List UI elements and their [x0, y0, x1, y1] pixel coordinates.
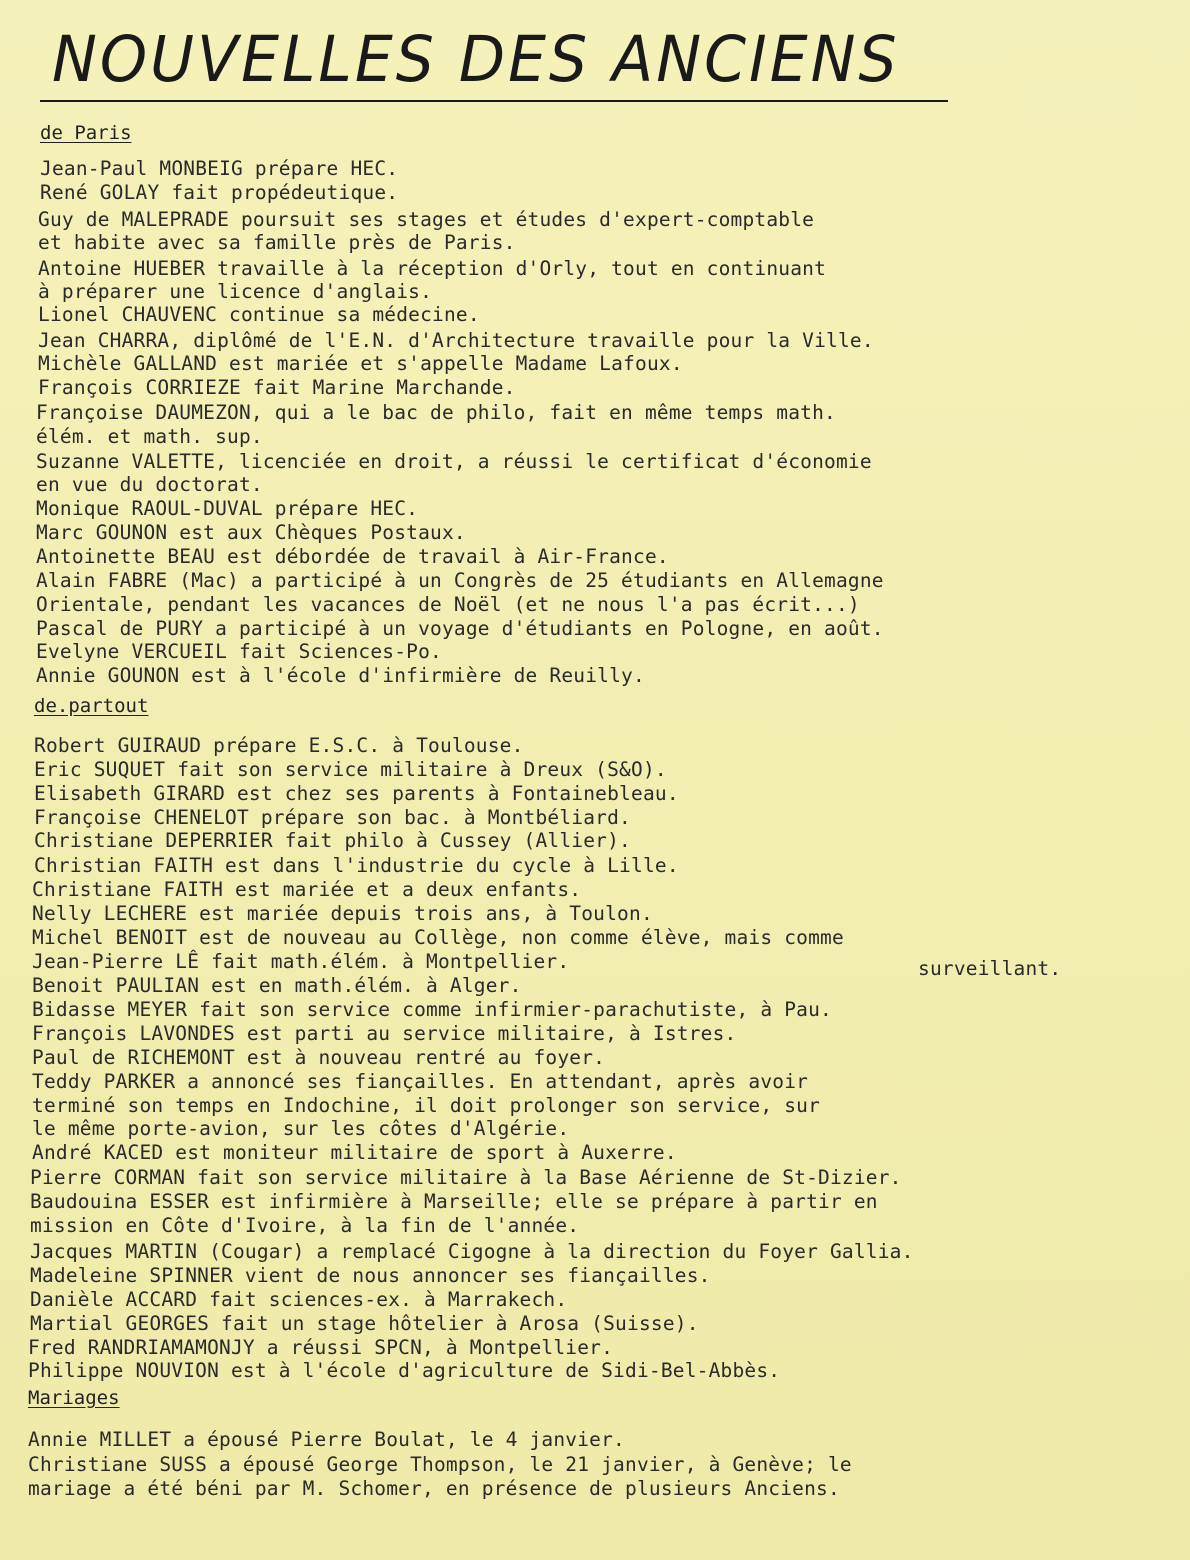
paris-line: Evelyne VERCUEIL fait Sciences-Po. — [36, 640, 442, 663]
paris-line: Monique RAOUL-DUVAL prépare HEC. — [36, 497, 419, 520]
mariages-line: Christiane SUSS a épousé George Thompson, le 21 janvier, à Genève; le — [28, 1453, 852, 1476]
partout-line: Elisabeth GIRARD est chez ses parents à Fontainebleau. — [34, 782, 679, 805]
paris-line: Pascal de PURY a participé à un voyage d'étudiants en Pologne, en août. — [36, 617, 884, 640]
partout-line: Danièle ACCARD fait sciences-ex. à Marrakech. — [30, 1288, 568, 1311]
title-underline — [40, 100, 948, 102]
paris-line: Lionel CHAUVENC continue sa médecine. — [38, 303, 480, 326]
paris-line: Michèle GALLAND est mariée et s'appelle Madame Lafoux. — [38, 352, 683, 375]
paris-line: Antoinette BEAU est débordée de travail à Air-France. — [36, 545, 669, 568]
paris-line: Orientale, pendant les vacances de Noël (et ne nous l'a pas écrit...) — [36, 593, 860, 616]
paris-line: François CORRIEZE fait Marine Marchande. — [38, 376, 516, 399]
partout-line: Michel BENOIT est de nouveau au Collège, non comme élève, mais comme — [32, 926, 844, 949]
paris-line: Marc GOUNON est aux Chèques Postaux. — [36, 521, 466, 544]
partout-line: Paul de RICHEMONT est à nouveau rentré au foyer. — [32, 1046, 606, 1069]
partout-line: Fred RANDRIAMAMONJY a réussi SPCN, à Montpellier. — [28, 1336, 614, 1359]
paris-line: Guy de MALEPRADE poursuit ses stages et études d'expert-comptable — [38, 208, 815, 231]
paris-line: René GOLAY fait propédeutique. — [40, 181, 399, 204]
partout-line: Jean-Pierre LÊ fait math.élém. à Montpellier. — [32, 950, 570, 973]
section-heading-de-partout: de.partout — [34, 695, 149, 717]
partout-line: Baudouina ESSER est infirmière à Marseille; elle se prépare à partir en — [30, 1190, 878, 1213]
partout-line: terminé son temps en Indochine, il doit prolonger son service, sur — [32, 1094, 821, 1117]
partout-line: Françoise CHENELOT prépare son bac. à Montbéliard. — [34, 806, 631, 829]
partout-line: Teddy PARKER a annoncé ses fiançailles. En attendant, après avoir — [32, 1070, 809, 1093]
partout-line: le même porte-avion, sur les côtes d'Algérie. — [32, 1117, 570, 1140]
partout-line: Madeleine SPINNER vient de nous annoncer ses fiançailles. — [30, 1264, 711, 1287]
paris-line: Françoise DAUMEZON, qui a le bac de philo, fait en même temps math. — [36, 401, 836, 424]
partout-line: Philippe NOUVION est à l'école d'agriculture de Sidi-Bel-Abbès. — [28, 1359, 781, 1382]
partout-line: André KACED est moniteur militaire de sport à Auxerre. — [32, 1141, 677, 1164]
paris-line: élém. et math. sup. — [36, 425, 263, 448]
paris-line: Annie GOUNON est à l'école d'infirmière de Reuilly. — [36, 664, 645, 687]
paris-line: Jean CHARRA, diplômé de l'E.N. d'Architecture travaille pour la Ville. — [38, 329, 874, 352]
page-title: NOUVELLES DES ANCIENS — [52, 23, 900, 97]
paris-line: Jean-Paul MONBEIG prépare HEC. — [40, 157, 399, 180]
section-heading-mariages: Mariages — [28, 1387, 120, 1409]
partout-line: François LAVONDES est parti au service militaire, à Istres. — [32, 1022, 737, 1045]
partout-line: Robert GUIRAUD prépare E.S.C. à Toulouse. — [34, 734, 524, 757]
partout-line: Christian FAITH est dans l'industrie du cycle à Lille. — [34, 854, 679, 877]
partout-line: Jacques MARTIN (Cougar) a remplacé Cigogne à la direction du Foyer Gallia. — [30, 1240, 914, 1263]
partout-line: Pierre CORMAN fait son service militaire à la Base Aérienne de St-Dizier. — [30, 1166, 902, 1189]
partout-line: Christiane FAITH est mariée et a deux enfants. — [32, 878, 582, 901]
partout-line: mission en Côte d'Ivoire, à la fin de l'année. — [30, 1214, 580, 1237]
partout-line: Nelly LECHERE est mariée depuis trois ans, à Toulon. — [32, 902, 653, 925]
section-heading-de-paris: de Paris — [40, 122, 132, 144]
paris-line: Antoine HUEBER travaille à la réception d'Orly, tout en continuant — [38, 257, 827, 280]
partout-line: Bidasse MEYER fait son service comme infirmier-parachutiste, à Pau. — [32, 998, 832, 1021]
partout-line: Christiane DEPERRIER fait philo à Cussey (Allier). — [34, 829, 631, 852]
mariages-line: Annie MILLET a épousé Pierre Boulat, le 4 janvier. — [28, 1428, 625, 1451]
paris-line: Suzanne VALETTE, licenciée en droit, a réussi le certificat d'économie — [36, 450, 872, 473]
paris-line: en vue du doctorat. — [36, 473, 263, 496]
paris-line: Alain FABRE (Mac) a participé à un Congrès de 25 étudiants en Allemagne — [36, 569, 884, 592]
paris-line: à préparer une licence d'anglais. — [38, 280, 433, 303]
partout-extra-word: surveillant. — [918, 957, 1062, 980]
mariages-line: mariage a été béni par M. Schomer, en présence de plusieurs Anciens. — [28, 1477, 840, 1500]
paris-line: et habite avec sa famille près de Paris. — [38, 231, 516, 254]
partout-line: Eric SUQUET fait son service militaire à Dreux (S&O). — [34, 758, 667, 781]
partout-line: Martial GEORGES fait un stage hôtelier à Arosa (Suisse). — [30, 1312, 699, 1335]
partout-line: Benoit PAULIAN est en math.élém. à Alger. — [32, 974, 522, 997]
